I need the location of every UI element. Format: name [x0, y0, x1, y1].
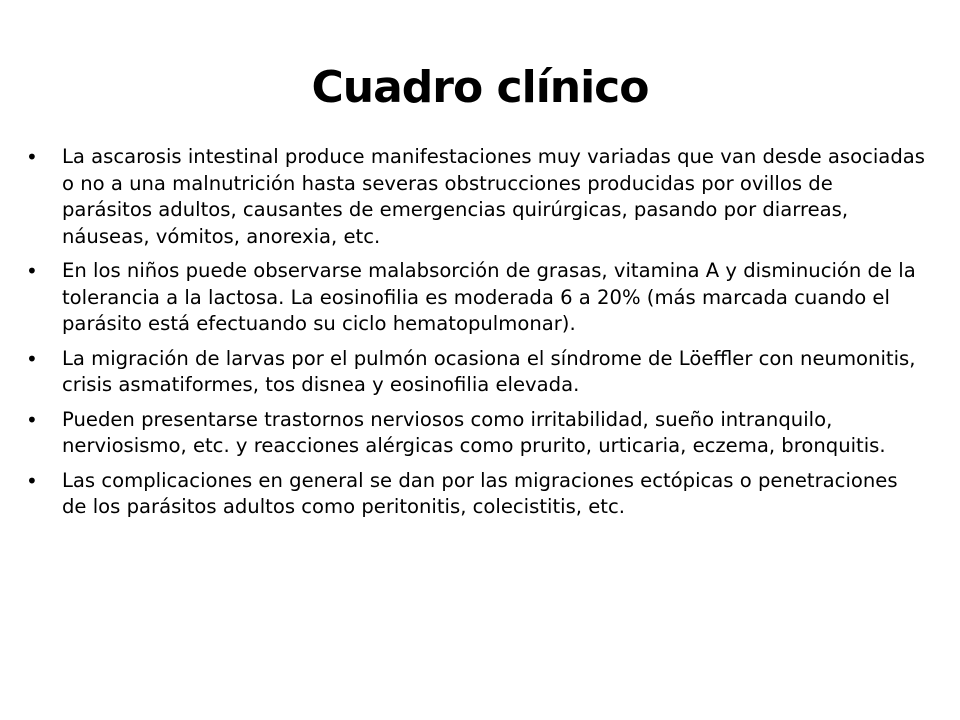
bullet-list — [26, 144, 926, 529]
bullet-item — [26, 468, 926, 521]
bullet-item — [26, 407, 926, 460]
bullet-text: Las complicaciones en general se dan por las migraciones ectópicas o penetraciones de los parásitos adultos como peritonitis, colecistitis, etc. — [62, 468, 898, 518]
bullet-dot-icon: • — [26, 468, 38, 493]
bullet-text: La migración de larvas por el pulmón ocasiona el síndrome de Löeffler con neumonitis, crisis asmatiformes, tos disnea y eosinofilia elevada. — [62, 346, 916, 396]
bullet-item — [26, 258, 926, 338]
slide-title: Cuadro clínico — [311, 62, 649, 113]
bullet-text: La ascarosis intestinal produce manifestaciones muy variadas que van desde asociadas o no a una malnutrición hasta severas obstrucciones producidas por ovillos de parásitos adultos, causantes de emergencias quirúrgicas, pasando por diarreas, náuseas, vómitos, anorexia, etc. — [62, 145, 925, 248]
bullet-dot-icon: • — [26, 259, 38, 283]
bullet-dot-icon: • — [26, 346, 38, 371]
bullet-text: En los niños puede observarse malabsorción de grasas, vitamina A y disminución de la tolerancia a la lactosa. La eosinofilia es moderada 6 a 20% (más marcada cuando el parásito está efectuando su ciclo hematopulmonar). — [62, 259, 916, 335]
bullet-text: Pueden presentarse trastornos nerviosos como irritabilidad, sueño intranquilo, nerviosismo, etc. y reacciones alérgicas como prurito, urticaria, eczema, bronquitis. — [62, 407, 886, 457]
bullet-item — [26, 144, 926, 250]
bullet-item — [26, 346, 926, 399]
bullet-dot-icon: • — [26, 145, 38, 169]
bullet-dot-icon: • — [26, 407, 38, 432]
